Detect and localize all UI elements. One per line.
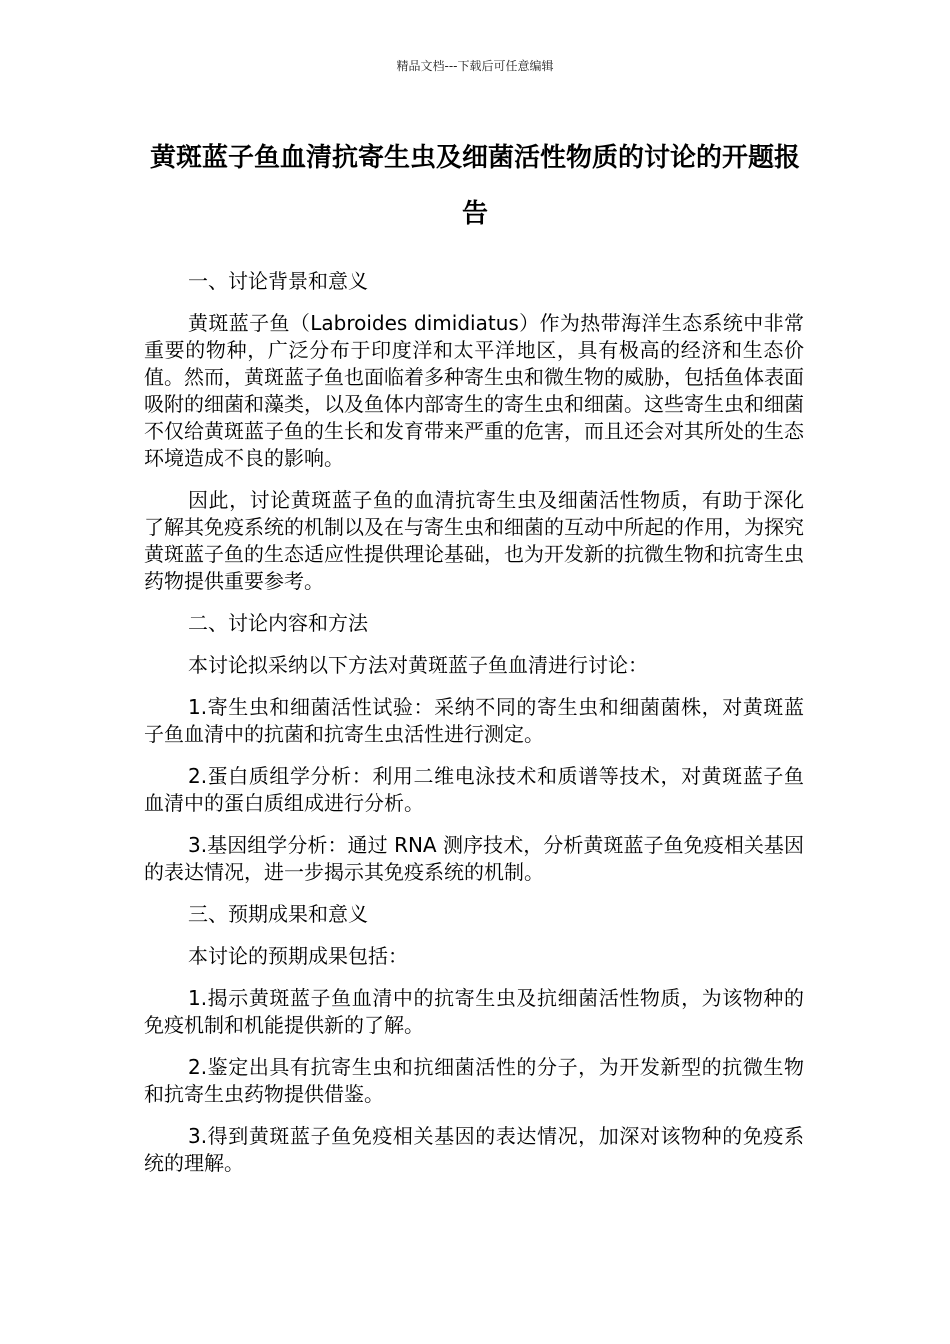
paragraph: 本讨论拟采纳以下方法对黄斑蓝子鱼血清进行讨论： — [188, 653, 648, 677]
list-item: 2.鉴定出具有抗寄生虫和抗细菌活性的分子，为开发新型的抗微生物和抗寄生虫药物提供借鉴。 — [144, 1055, 804, 1106]
list-item: 3.基因组学分析：通过 RNA 测序技术，分析黄斑蓝子鱼免疫相关基因的表达情况，进一步揭示其免疫系统的机制。 — [144, 833, 804, 884]
paragraph: 黄斑蓝子鱼（Labroides dimidiatus）作为热带海洋生态系统中非常重要的物种，广泛分布于印度洋和太平洋地区，具有极高的经济和生态价值。然而，黄斑蓝子鱼也面临着多种寄生虫和微生物的威胁，包括鱼体表面吸附的细菌和藻类，以及鱼体内部寄生的寄生虫和细菌。这些寄生虫和细菌不仅给黄斑蓝子鱼的生长和发育带来严重的危害，而且还会对其所处的生态环境造成不良的影响。 — [144, 311, 804, 470]
section-heading-background: 一、讨论背景和意义 — [188, 269, 368, 293]
document-title: 黄斑蓝子鱼血清抗寄生虫及细菌活性物质的讨论的开题报告 — [149, 143, 800, 229]
list-item: 1.揭示黄斑蓝子鱼血清中的抗寄生虫及抗细菌活性物质，为该物种的免疫机制和机能提供新的了解。 — [144, 986, 804, 1037]
list-item: 3.得到黄斑蓝子鱼免疫相关基因的表达情况，加深对该物种的免疫系统的理解。 — [144, 1124, 804, 1175]
list-item: 1.寄生虫和细菌活性试验：采纳不同的寄生虫和细菌菌株，对黄斑蓝子鱼血清中的抗菌和抗寄生虫活性进行测定。 — [144, 695, 804, 746]
section-heading-outcomes: 三、预期成果和意义 — [188, 902, 368, 926]
section-heading-methods: 二、讨论内容和方法 — [188, 611, 368, 635]
paragraph: 因此，讨论黄斑蓝子鱼的血清抗寄生虫及细菌活性物质，有助于深化了解其免疫系统的机制以及在与寄生虫和细菌的互动中所起的作用，为探究黄斑蓝子鱼的生态适应性提供理论基础，也为开发新的抗微生物和抗寄生虫药物提供重要参考。 — [144, 488, 804, 593]
header-note: 精品文档---下载后可任意编辑 — [396, 59, 554, 73]
paragraph: 本讨论的预期成果包括： — [188, 944, 408, 968]
list-item: 2.蛋白质组学分析：利用二维电泳技术和质谱等技术，对黄斑蓝子鱼血清中的蛋白质组成进行分析。 — [144, 764, 804, 815]
document-body — [144, 268, 804, 1192]
